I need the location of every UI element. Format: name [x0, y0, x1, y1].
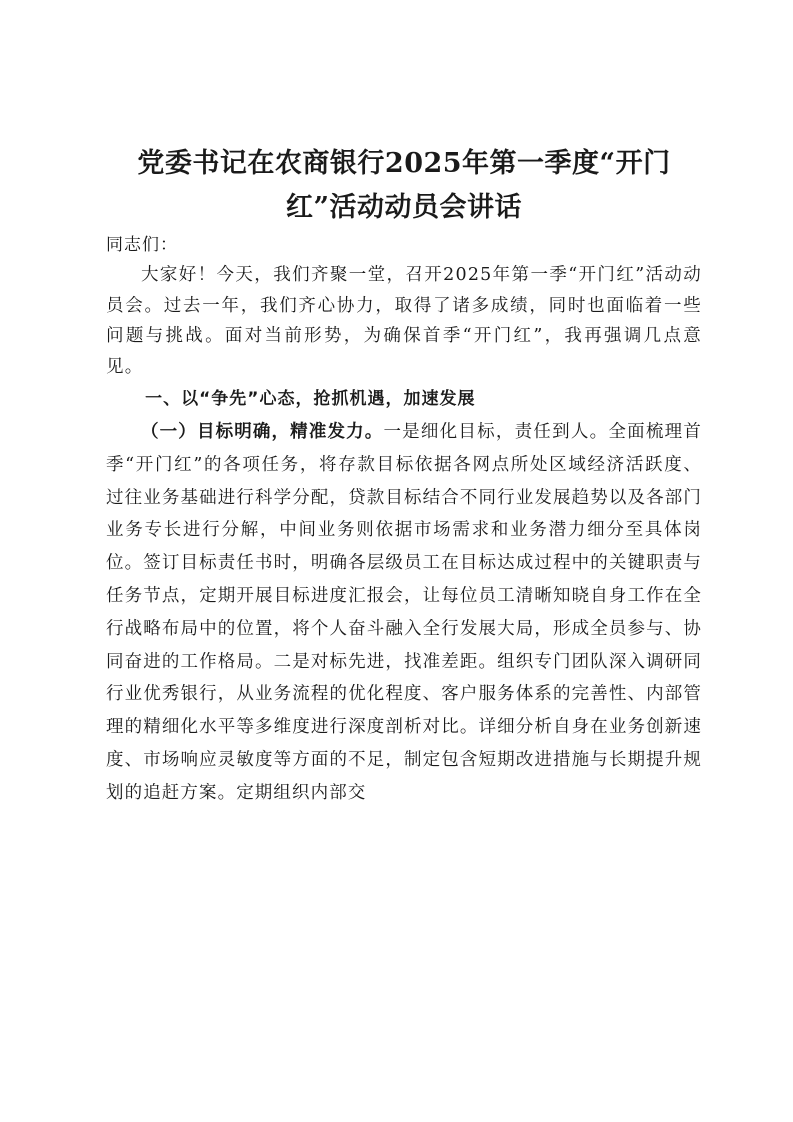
subsection-text-1: 一是细化目标，责任到人。全面梳理首季“开门红”的各项任务，将存款目标依据各网点所处区域经济活跃度、过往业务基础进行科学分配，贷款目标结合不同行业发展趋势以及各部门业务专长进行分解，中间业务则依据市场需求和业务潜力细分至具体岗位。签订目标责任书时，明确各层级员工在目标达成过程中的关键职责与任务节点，定期开展目标进度汇报会，让每位员工清晰知晓自身工作在全行战略布局中的位置，将个人奋斗融入全行发展大局，形成全员参与、协同奋进的工作格局。二是对标先进，找准差距。组织专门团队深入调研同行业优秀银行，从业务流程的优化程度、客户服务体系的完善性、内部管理的精细化水平等多维度进行深度剖析对比。详细分析自身在业务创新速度、市场响应灵敏度等方面的不足，制定包含短期改进措施与长期提升规划的追赶方案。定期组织内部交: [106, 422, 703, 803]
title-line-1: 党委书记在农商银行2025年第一季度“开门: [137, 148, 671, 179]
section-heading-1: 一、以“争先”心态，抢抓机遇，加速发展: [145, 389, 476, 409]
title-line-2: 红”活动动员会讲话: [285, 192, 523, 223]
salutation: 同志们：: [106, 235, 178, 255]
subsection-paragraph-1: [106, 416, 702, 810]
document-title: [106, 142, 702, 230]
subsection-heading-1: （一）目标明确，精准发力。: [141, 422, 384, 442]
intro-paragraph: 大家好！今天，我们齐聚一堂，召开2025年第一季“开门红”活动动员会。过去一年，我们齐心协力，取得了诸多成绩，同时也面临着一些问题与挑战。面对当前形势，为确保首季“开门红”，我再强调几点意见。: [106, 265, 702, 377]
document-page: [106, 142, 702, 810]
